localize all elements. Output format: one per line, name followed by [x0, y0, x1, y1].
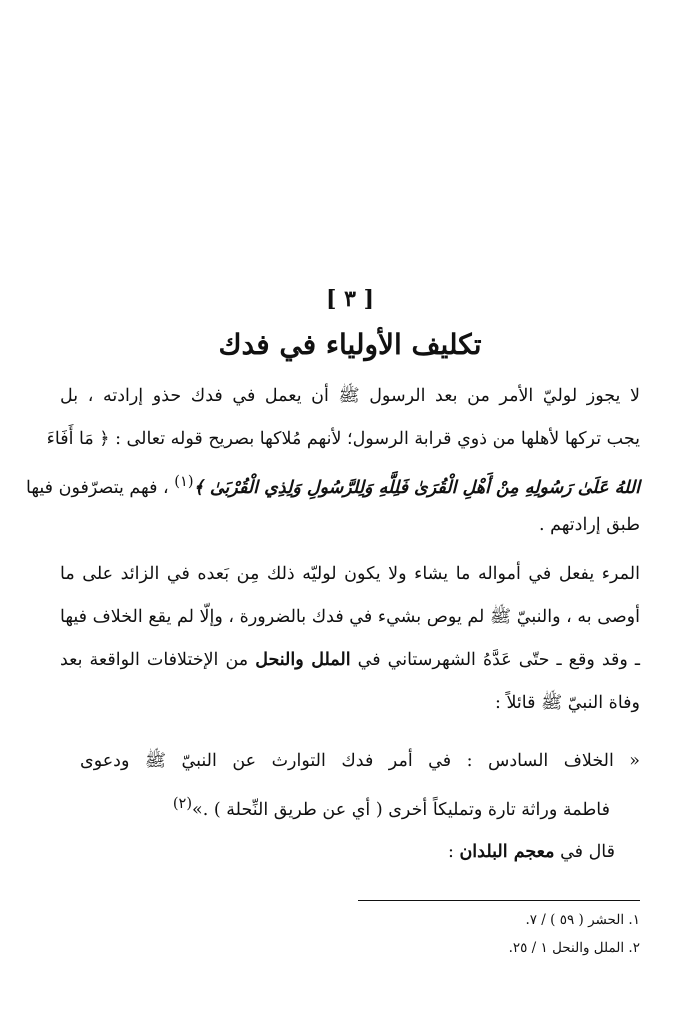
footnote-separator	[358, 900, 640, 901]
paragraph-line: يجب تركها لأهلها من ذوي قرابة الرسول؛ لأنهم مُلاكها بصريح قوله تعالى : ﴿ مَا أَفَاءَ	[46, 429, 640, 449]
paragraph-line	[26, 462, 640, 502]
text-span: :	[447, 842, 454, 862]
text-span: من الإختلافات الواقعة بعد	[60, 650, 249, 670]
footnote-ref: (٢)	[172, 795, 193, 812]
text-span: فاطمة وراثة تارة وتمليكاً أخرى ( أي عن طريق النِّحلة ) .»	[192, 799, 610, 820]
section-number: [ ٣ ]	[326, 286, 374, 312]
text-span: ، فهم يتصرّفون فيها	[26, 477, 169, 498]
footnote: ١. الحشر ( ٥٩ ) / ٧.	[525, 912, 640, 928]
quote-line: « الخلاف السادس : في أمر فدك التوارث عن النبيّ ﷺ ودعوى	[80, 751, 640, 771]
section-title: تكليف الأولياء في فدك	[218, 328, 482, 361]
paragraph-line: المرء يفعل في أمواله ما يشاء ولا يكون لوليّه ذلك مِن بَعده في الزائد على ما	[60, 564, 640, 584]
paragraph-line: طبق إرادتهم .	[538, 515, 640, 535]
paragraph-line	[60, 640, 640, 680]
book-title: الملل والنحل	[255, 650, 351, 670]
text-span: قال في	[560, 842, 615, 862]
text-span: ـ وقد وقع ـ حتّى عَدَّهُ الشهرستاني في	[357, 650, 640, 670]
paragraph-line: أوصى به ، والنبيّ ﷺ لم يوص بشيء في فدك بالضرورة ، وإلّا لم يقع الخلاف فيها	[60, 607, 640, 627]
paragraph-line: لا يجوز لوليّ الأمر من بعد الرسول ﷺ أن يعمل في فدك حذو إرادته ، بل	[60, 386, 640, 406]
paragraph-line	[60, 832, 640, 872]
paragraph-line: وفاة النبيّ ﷺ قائلاً :	[495, 693, 640, 713]
quran-verse: اللهُ عَلَىٰ رَسُولِهِ مِنْ أَهْلِ الْقُرَىٰ فَلِلَّهِ وَلِلرَّسُولِ وَلِذِي الْقُرْبَىٰ ﴾	[193, 477, 640, 498]
footnote-ref: (١)	[174, 473, 194, 490]
book-title: معجم البلدان	[459, 842, 555, 862]
footnote: ٢. الملل والنحل ١ / ٢٥.	[508, 940, 640, 956]
quote-line	[80, 784, 640, 824]
